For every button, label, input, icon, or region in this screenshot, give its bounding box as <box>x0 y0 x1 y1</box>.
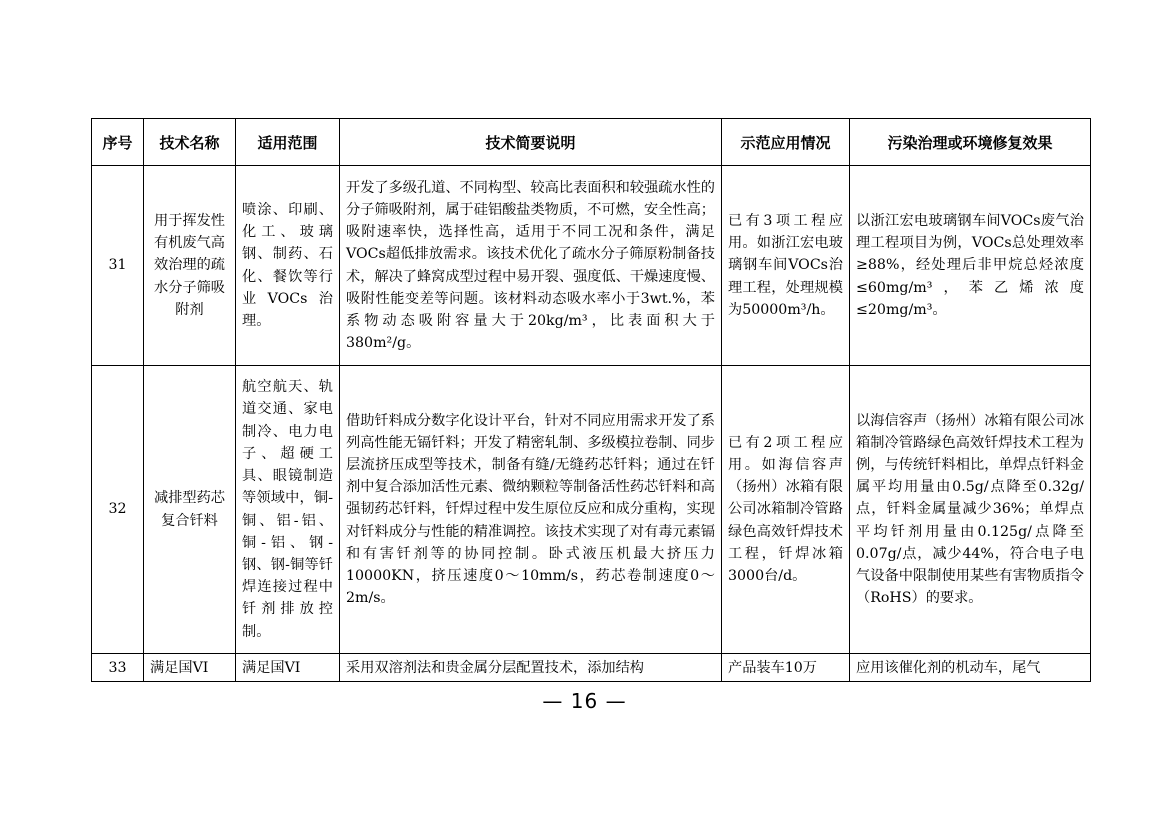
technology-description: 开发了多级孔道、不同构型、较高比表面积和较强疏水性的分子筛吸附剂，属于硅铝酸盐类物质，不可燃，安全性高；吸附速率快，选择性高，适用于不同工况和条件，满足VOCs超低排放需求。该技术优化了疏水分子筛原粉制备技术，解决了蜂窝成型过程中易开裂、强度低、干燥速度慢、吸附性能变差等问题。该材料动态吸水率小于3wt.%，苯系物动态吸附容量大于20kg/m³，比表面积大于380m²/g。 <box>346 179 715 352</box>
row-no: 33 <box>108 659 127 676</box>
header-no: 序号 <box>92 119 144 166</box>
technology-table <box>91 118 1091 682</box>
technology-description: 借助钎料成分数字化设计平台，针对不同应用需求开发了系列高性能无镉钎料；开发了精密轧制、多级模拉卷制、同步层流挤压成型等技术，制备有缝/无缝药芯钎料；通过在钎剂中复合添加活性元素、微纳颗粒等制备活性药芯钎料和高强韧药芯钎料，钎焊过程中发生原位反应和成分重构，实现对钎料成分与性能的精准调控。该技术实现了对有毒元素镉和有害钎剂等的协同控制。卧式液压机最大挤压力10000KN，挤压速度0～10mm/s，药芯卷制速度0～2m/s。 <box>346 412 715 607</box>
header-name: 技术名称 <box>144 119 236 166</box>
treatment-effect: 以浙江宏电玻璃钢车间VOCs废气治理工程项目为例，VOCs总处理效率≥88%，经处理后非甲烷总烃浓度≤60mg/m³，苯乙烯浓度≤20mg/m³。 <box>856 212 1084 318</box>
row-no: 32 <box>108 501 127 518</box>
technology-description: 采用双溶剂法和贵金属分层配置技术，添加结构 <box>346 659 644 676</box>
demo-application: 已有3项工程应用。如浙江宏电玻璃钢车间VOCs治理工程，处理规模为50000m³/h。 <box>728 212 843 318</box>
table-row <box>92 654 1091 682</box>
header-description: 技术简要说明 <box>340 119 722 166</box>
header-application: 示范应用情况 <box>722 119 850 166</box>
applicable-scope: 喷涂、印刷、化工、玻璃钢、制药、石化、餐饮等行业VOCs治理。 <box>242 201 333 329</box>
table-row <box>92 366 1091 654</box>
technology-name: 满足国VI <box>150 659 209 676</box>
page-number: — 16 — <box>542 689 627 713</box>
demo-application: 产品装车10万 <box>728 659 817 676</box>
applicable-scope: 满足国VI <box>242 659 301 676</box>
table-row <box>92 166 1091 366</box>
treatment-effect: 应用该催化剂的机动车，尾气 <box>856 659 1041 676</box>
header-effect: 污染治理或环境修复效果 <box>850 119 1091 166</box>
technology-name: 减排型药芯复合钎料 <box>154 490 225 529</box>
applicable-scope: 航空航天、轨道交通、家电制冷、电力电子、超硬工具、眼镜制造等领域中，铜-铜、铝-铝、铜-铝、钢-钢、钢-铜等钎焊连接过程中钎剂排放控制。 <box>242 379 333 640</box>
row-no: 31 <box>108 257 127 274</box>
technology-name: 用于挥发性有机废气高效治理的疏水分子筛吸附剂 <box>154 212 225 318</box>
treatment-effect: 以海信容声（扬州）冰箱有限公司冰箱制冷管路绿色高效钎焊技术工程为例，与传统钎料相比，单焊点钎料金属平均用量由0.5g/点降至0.32g/点，钎料金属量减少36%；单焊点平均钎剂用量由0.125g/点降至0.07g/点，减少44%，符合电子电气设备中限制使用某些有害物质指令（RoHS）的要求。 <box>856 412 1084 607</box>
header-scope: 适用范围 <box>236 119 340 166</box>
table-header-row <box>92 119 1091 166</box>
demo-application: 已有2项工程应用。如海信容声（扬州）冰箱有限公司冰箱制冷管路绿色高效钎焊技术工程，钎焊冰箱3000台/d。 <box>728 434 843 584</box>
